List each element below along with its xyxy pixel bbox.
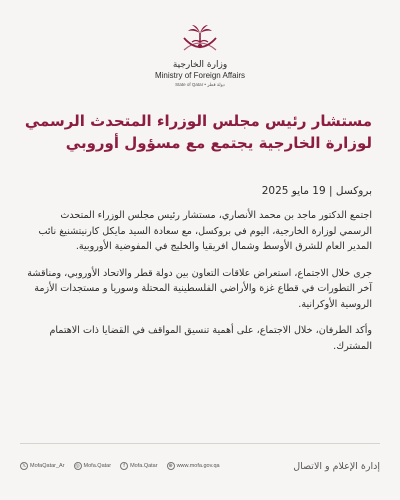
article-body <box>26 208 372 365</box>
footer <box>20 455 380 477</box>
article-paragraph: وأكد الطرفان، خلال الاجتماع، على أهمية تنسيق المواقف في القضايا ذات الاهتمام المشترك. <box>49 325 372 352</box>
social-handle: www.mofa.gov.qa <box>176 463 220 469</box>
social-handle: Mofa.Qatar <box>83 463 112 469</box>
ministry-logo <box>0 22 400 88</box>
social-links <box>20 462 220 470</box>
logo-state-name: State of Qatar • دولة قطر <box>175 82 225 87</box>
social-link-x[interactable] <box>20 462 65 470</box>
social-link-facebook[interactable] <box>120 462 158 470</box>
footer-divider <box>20 443 380 444</box>
dateline: بروكسل | 19 مايو 2025 <box>261 185 372 197</box>
social-handle: MofaQatar_Ar <box>30 463 65 469</box>
facebook-icon: f <box>120 462 128 470</box>
social-handle: Mofa.Qatar <box>130 463 158 469</box>
logo-english-name: Ministry of Foreign Affairs <box>154 71 246 80</box>
page-title: مستشار رئيس مجلس الوزراء المتحدث الرسمي لوزارة الخارجية يجتمع مع مسؤول أوروبي <box>24 112 372 152</box>
article-paragraph: اجتمع الدكتور ماجد بن محمد الأنصاري، مستشار رئيس مجلس الوزراء المتحدث الرسمي لوزارة الخارجية، اليوم في بروكسل، مع سعادة السيد مايكل كارنيتشنيغ نائب المدير العام للشرق الأوسط وشمال افريقيا والخليج في المفوضية الأوروبية. <box>38 210 372 252</box>
logo-arabic-name: وزارة الخارجية <box>172 60 228 70</box>
department-name: إدارة الإعلام و الاتصال <box>293 460 380 472</box>
social-link-instagram[interactable] <box>74 462 112 470</box>
web-icon: ⊕ <box>168 463 173 469</box>
qatar-emblem-icon <box>178 22 222 58</box>
article-paragraph: جرى خلال الاجتماع، استعراض علاقات التعاون بين دولة قطر والاتحاد الأوروبي، ومناقشة آخر التطورات في قطاع غزة والأراضي الفلسطينية المحتلة وسوريا و مستجدات الأزمة الروسية الأوكرانية. <box>27 267 372 310</box>
instagram-icon: ◎ <box>75 463 80 469</box>
social-link-website[interactable] <box>167 462 220 470</box>
x-icon: 𝕏 <box>21 463 27 469</box>
